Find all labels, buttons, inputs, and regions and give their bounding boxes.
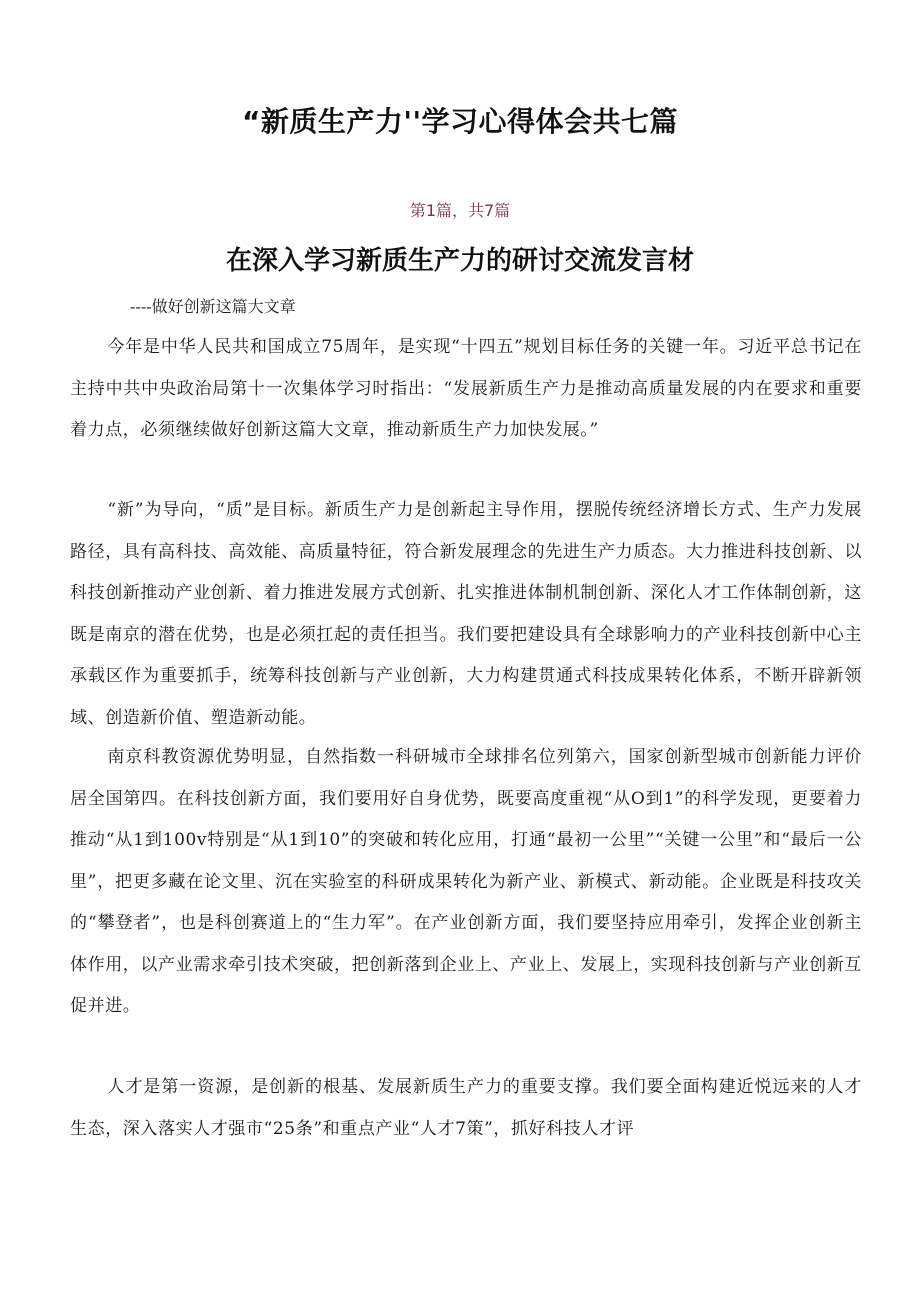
part-label: 第1篇，共7篇: [409, 201, 511, 220]
paragraph-1: 今年是中华人民共和国成立75周年，是实现“十四五”规划目标任务的关键一年。习近平总书记在主持中共中央政治局第十一次集体学习时指出：“发展新质生产力是推动高质量发展的内在要求和重要着力点，必须继续做好创新这篇大文章，推动新质生产力加快发展。”: [70, 337, 862, 440]
paragraph-4: 人才是第一资源，是创新的根基、发展新质生产力的重要支撑。我们要全面构建近悦远来的人才生态，深入落实人才强市“25条”和重点产业“人才7策”，抓好科技人才评: [70, 1077, 862, 1139]
paragraph-3: 南京科教资源优势明显，自然指数一科研城市全球排名位列第六，国家创新型城市创新能力评价居全国第四。在科技创新方面，我们要用好自身优势，既要高度重视“从O到1”的科学发现，更要着力推动“从1到100v特别是“从1到10”的突破和转化应用，打通“最初一公里”“关键一公里”和“最后一公里”，把更多藏在论文里、沉在实验室的科研成果转化为新产业、新模式、新动能。企业既是科技攻关的“攀登者”，也是科创赛道上的“生力军”。在产业创新方面，我们要坚持应用牵引，发挥企业创新主体作用，以产业需求牵引技术突破，把创新落到企业上、产业上、发展上，实现科技创新与产业创新互促并进。: [70, 747, 862, 1016]
section-heading: 在深入学习新质生产力的研讨交流发言材: [225, 246, 694, 276]
paragraph-2: “新”为导向，“质”是目标。新质生产力是创新起主导作用，摆脱传统经济增长方式、生产力发展路径，具有高科技、高效能、高质量特征，符合新发展理念的先进生产力质态。大力推进科技创新、以科技创新推动产业创新、着力推进发展方式创新、扎实推进体制机制创新、深化人才工作体制创新，这既是南京的潜在优势，也是必须扛起的责任担当。我们要把建设具有全球影响力的产业科技创新中心主承载区作为重要抓手，统筹科技创新与产业创新，大力构建贯通式科技成果转化体系，不断开辟新领域、创造新价值、塑造新动能。: [70, 500, 862, 728]
subtitle: ----做好创新这篇大文章: [130, 297, 296, 316]
document-title: “新质生产力''学习心得体会共七篇: [241, 105, 679, 138]
